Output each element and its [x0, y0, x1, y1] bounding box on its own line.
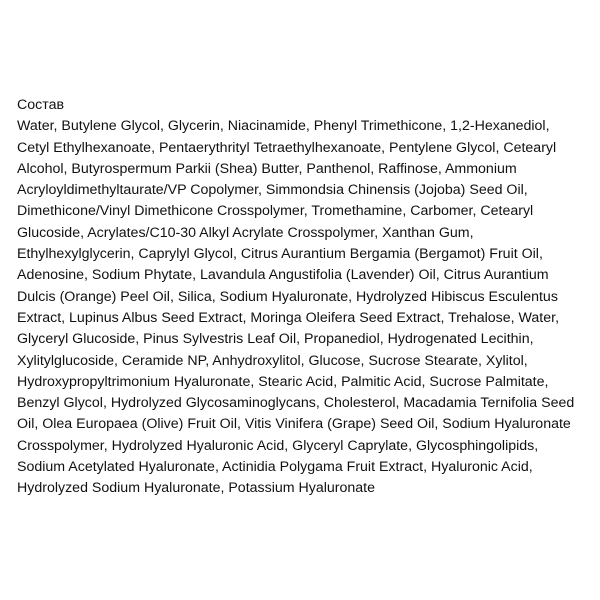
ingredients-line: Water, Butylene Glycol, Glycerin, Niacinamide, Phenyl Trimethicone, 1,2-Hexanediol, — [17, 118, 550, 135]
ingredients-line: Hydrolyzed Sodium Hyaluronate, Potassium Hyaluronate — [17, 480, 376, 497]
ingredients-line: Oil, Olea Europaea (Olive) Fruit Oil, Vitis Vinifera (Grape) Seed Oil, Sodium Hyaluronate — [17, 416, 571, 433]
ingredients-document — [17, 95, 587, 500]
ingredients-title: Состав — [17, 97, 64, 113]
ingredients-line: Glyceryl Glucoside, Pinus Sylvestris Leaf Oil, Propanediol, Hydrogenated Lecithin, — [17, 331, 534, 348]
ingredients-line: Sodium Acetylated Hyaluronate, Actinidia Polygama Fruit Extract, Hyaluronic Acid, — [17, 459, 533, 476]
ingredients-line: Alcohol, Butyrospermum Parkii (Shea) Butter, Panthenol, Raffinose, Ammonium — [17, 160, 517, 177]
ingredients-line: Extract, Lupinus Albus Seed Extract, Moringa Oleifera Seed Extract, Trehalose, Water, — [17, 309, 560, 326]
ingredients-line: Benzyl Glycol, Hydrolyzed Glycosaminoglycans, Cholesterol, Macadamia Ternifolia Seed — [17, 395, 575, 412]
ingredients-line: Xylitylglucoside, Ceramide NP, Anhydroxylitol, Glucose, Sucrose Stearate, Xylitol, — [17, 352, 528, 369]
ingredients-line: Hydroxypropyltrimonium Hyaluronate, Stearic Acid, Palmitic Acid, Sucrose Palmitate, — [17, 373, 549, 390]
ingredients-line: Ethylhexylglycerin, Caprylyl Glycol, Citrus Aurantium Bergamia (Bergamot) Fruit Oil, — [17, 246, 543, 263]
ingredients-line: Dulcis (Orange) Peel Oil, Silica, Sodium Hyaluronate, Hydrolyzed Hibiscus Esculentus — [17, 288, 558, 305]
ingredients-line: Dimethicone/Vinyl Dimethicone Crosspolymer, Tromethamine, Carbomer, Cetearyl — [17, 203, 534, 220]
ingredients-list — [17, 116, 587, 499]
ingredients-line: Crosspolymer, Hydrolyzed Hyaluronic Acid, Glyceryl Caprylate, Glycosphingolipids, — [17, 437, 539, 454]
ingredients-line: Adenosine, Sodium Phytate, Lavandula Angustifolia (Lavender) Oil, Citrus Aurantium — [17, 267, 549, 284]
ingredients-line: Glucoside, Acrylates/C10-30 Alkyl Acrylate Crosspolymer, Xanthan Gum, — [17, 224, 474, 241]
ingredients-line: Cetyl Ethylhexanoate, Pentaerythrityl Tetraethylhexanoate, Pentylene Glycol, Cetearyl — [17, 139, 557, 156]
ingredients-line: Acryloyldimethyltaurate/VP Copolymer, Simmondsia Chinensis (Jojoba) Seed Oil, — [17, 182, 528, 199]
